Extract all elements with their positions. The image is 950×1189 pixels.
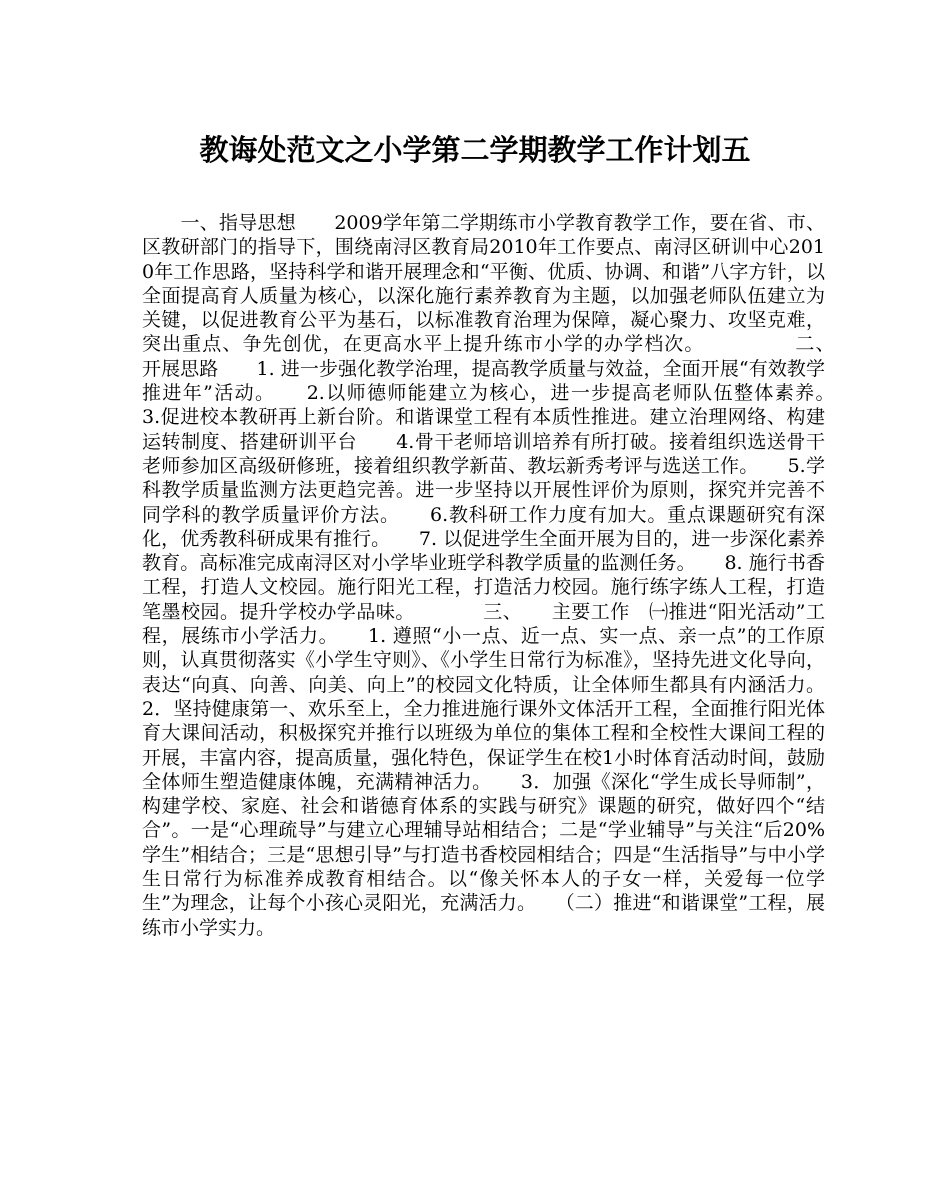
document-body-text: 一、指导思想 2009学年第二学期练市小学教育教学工作，要在省、市、区教研部门的指导下，围绕南浔区教育局2010年工作要点、南浔区研训中心2010年工作思路，坚持科学和谐开展理念和“平衡、优质、协调、和谐”八字方针，以全面提高育人质量为核心，以深化施行素养教育为主题，以加强老师队伍建立为关键，以促进教育公平为基石，以标准教育治理为保障，凝心聚力、攻坚克难，突出重点、争先创优，在更高水平上提升练市小学的办学档次。 二、 开展思路 1. 进一步强化教学治理，提高教学质量与效益，全面开展“有效教学推进年”活动。 2.以师德师能建立为核心，进一步提高老师队伍整体素养。 3.促进校本教研再上新台阶。和谐课堂工程有本质性推进。建立治理网络、构建运转制度、搭建研训平台 4.骨干老师培训培养有所打破。接着组织选送骨干老师参加区高级研修班，接着组织教学新苗、教坛新秀考评与选送工作。 5.学科教学质量监测方法更趋完善。进一步坚持以开展性评价为原则，探究并完善不同学科的教学质量评价方法。 6.教科研工作力度有加大。重点课题研究有深化，优秀教科研成果有推行。 7. 以促进学生全面开展为目的，进一步深化素养教育。高标准完成南浔区对小学毕业班学科教学质量的监测任务。 8. 施行书香工程，打造人文校园。施行阳光工程，打造活力校园。施行练字练人工程，打造笔墨校园。提升学校办学品味。 三、 主要工作 ㈠推进“阳光活动”工程，展练市小学活力。 1. 遵照“小一点、近一点、实一点、亲一点”的工作原则，认真贯彻落实《小学生守则》、《小学生日常行为标准》，坚持先进文化导向，表达“向真、向善、向美、向上”的校园文化特质，让全体师生都具有内涵活力。2．坚持健康第一、欢乐至上，全力推进施行课外文体活开工程，全面推行阳光体育大课间活动，积极探究并推行以班级为单位的集体工程和全校性大课间工程的开展，丰富内容，提高质量，强化特色，保证学生在校1小时体育活动时间，鼓励全体师生塑造健康体魄，充满精神活力。 3．加强《深化“学生成长导师制”，构建学校、家庭、社会和谐德育体系的实践与研究》课题的研究，做好四个“结合”。一是“心理疏导”与建立心理辅导站相结合；二是“学业辅导”与关注“后20%学生”相结合；三是“思想引导”与打造书香校园相结合；四是“生活指导”与中小学生日常行为标准养成教育相结合。以“像关怀本人的子女一样，关爱每一位学生”为理念，让每个小孩心灵阳光，充满活力。 （二）推进“和谐课堂”工程，展练市小学实力。 <box>142 212 864 939</box>
document-title: 教诲处范文之小学第二学期教学工作计划五 <box>199 133 751 167</box>
